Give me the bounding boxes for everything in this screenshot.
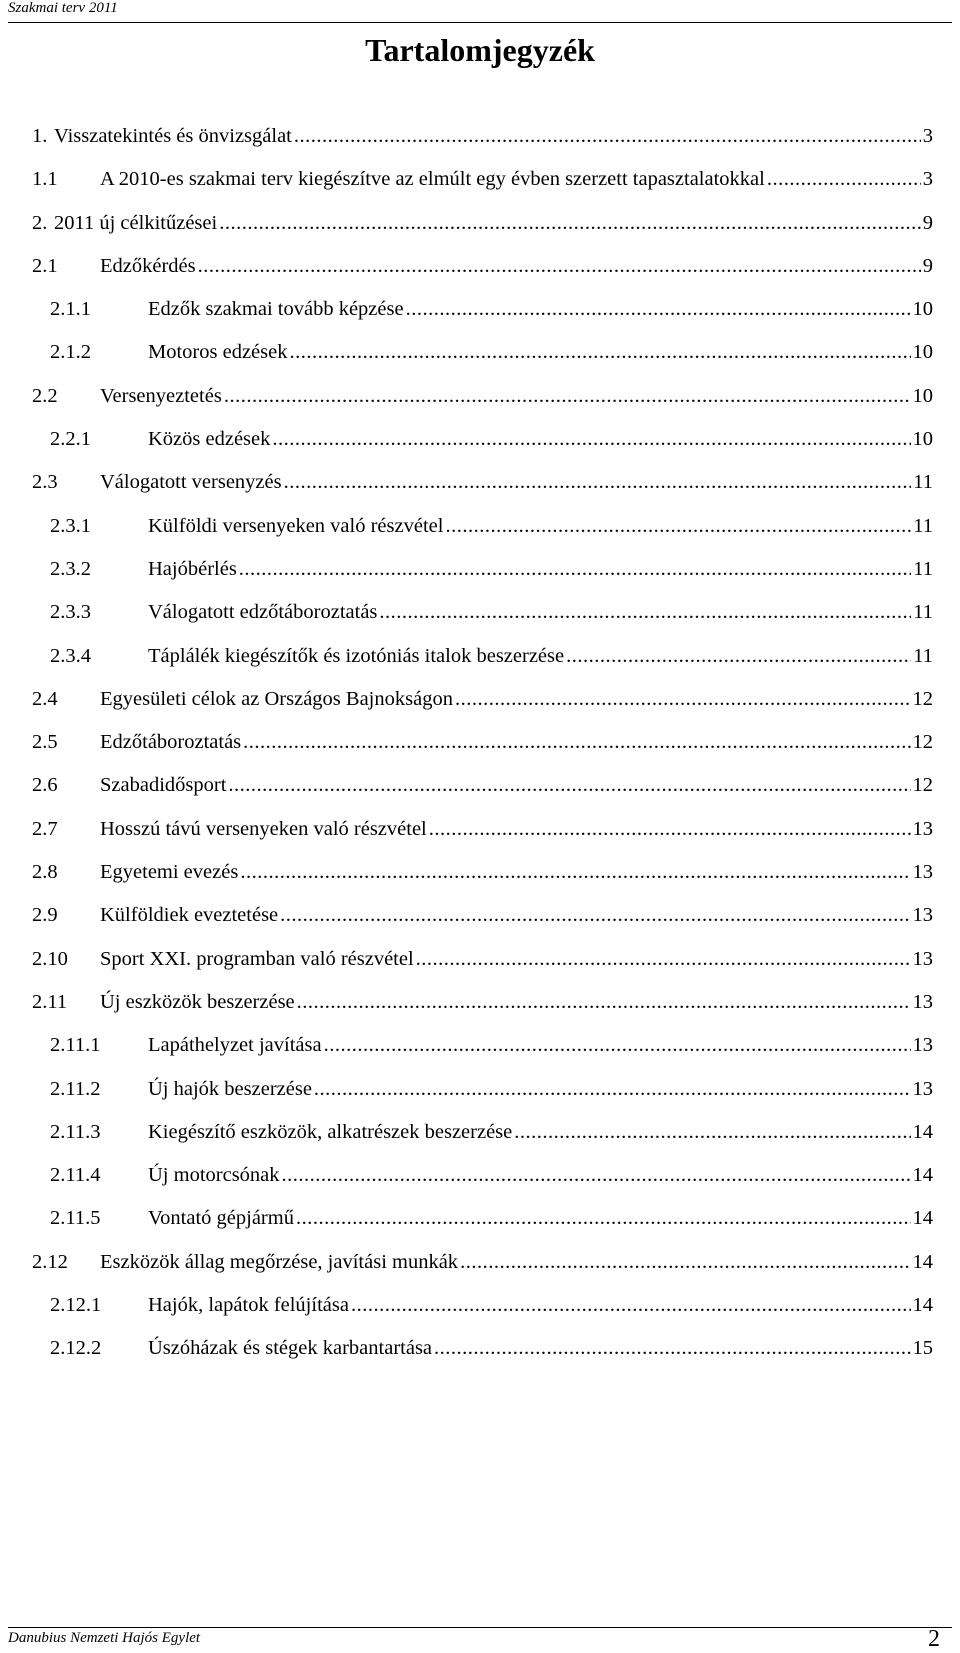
toc-entry-label: Sport XXI. programban való részvétel [100, 947, 414, 970]
toc-entry-label: Szabadidősport [100, 774, 227, 797]
toc-entry[interactable] [32, 859, 933, 902]
toc-entry-page: 13 [912, 861, 933, 884]
toc-entry-page: 13 [912, 990, 933, 1013]
toc-dot-leader [379, 599, 911, 625]
toc-dot-leader [240, 859, 910, 885]
toc-dot-leader [294, 123, 921, 149]
header-divider [8, 22, 952, 23]
toc-entry-page: 9 [922, 211, 933, 234]
toc-dot-leader [455, 686, 911, 712]
toc-entry-page: 11 [913, 514, 933, 537]
toc-entry-label: Kiegészítő eszközök, alkatrészek beszerzése [148, 1120, 513, 1143]
toc-entry-label: Külföldi versenyeken való részvétel [148, 514, 444, 537]
toc-entry-number: 1. [32, 125, 48, 147]
toc-entry[interactable] [32, 426, 933, 469]
toc-dot-leader [460, 1249, 910, 1275]
toc-entry-label: Eszközök állag megőrzése, javítási munkák [100, 1250, 459, 1273]
toc-entry-page: 14 [912, 1250, 933, 1273]
toc-entry-label: Edzőkérdés [100, 254, 196, 277]
toc-entry-label: Edzőtáboroztatás [100, 731, 242, 754]
toc-entry-page: 10 [912, 428, 933, 451]
toc-entry-label: Hosszú távú versenyeken való részvétel [100, 817, 427, 840]
toc-entry-label: Egyesületi célok az Országos Bajnokságon [100, 687, 453, 710]
toc-entry[interactable] [32, 643, 933, 686]
toc-entry[interactable] [32, 1162, 933, 1205]
toc-dot-leader [406, 296, 911, 322]
toc-dot-leader [429, 816, 911, 842]
toc-entry-number: 2.3.1 [50, 514, 91, 537]
toc-entry-page: 13 [912, 904, 933, 927]
toc-entry[interactable] [32, 599, 933, 642]
toc-entry[interactable] [32, 772, 933, 815]
toc-entry[interactable] [32, 1032, 933, 1075]
toc-entry-label: Külföldiek eveztetése [100, 904, 279, 927]
toc-entry[interactable] [32, 210, 933, 253]
toc-entry-page: 11 [913, 601, 933, 624]
toc-entry-number: 2.3.4 [50, 644, 91, 667]
toc-entry-label: Edzők szakmai tovább képzése [148, 298, 404, 321]
toc-entry-label: Vontató gépjármű [148, 1207, 294, 1230]
toc-entry[interactable] [32, 729, 933, 772]
toc-entry-number: 2.2.1 [50, 428, 91, 451]
toc-entry[interactable] [32, 296, 933, 339]
footer-divider [8, 1627, 952, 1628]
toc-entry-page: 11 [913, 471, 933, 494]
toc-entry-page: 14 [912, 1164, 933, 1187]
toc-dot-leader [284, 469, 912, 495]
toc-entry-label: Hajók, lapátok felújítása [148, 1294, 349, 1317]
toc-entry-number: 2. [32, 211, 48, 234]
table-of-contents [32, 123, 933, 1379]
toc-entry-number: 2.3.3 [50, 601, 91, 624]
toc-entry-page: 10 [912, 298, 933, 321]
toc-entry-number: 2.3 [32, 471, 58, 494]
toc-entry-number: 2.11.5 [50, 1207, 101, 1230]
toc-entry-number: 2.8 [32, 861, 58, 884]
toc-dot-leader [289, 339, 910, 365]
toc-entry-label: Új hajók beszerzése [148, 1077, 312, 1100]
toc-entry-label: Úszóházak és stégek karbantartása [148, 1337, 433, 1360]
toc-entry[interactable] [32, 946, 933, 989]
toc-entry[interactable] [32, 816, 933, 859]
toc-dot-leader [228, 772, 910, 798]
toc-entry-number: 2.9 [32, 904, 58, 927]
toc-dot-leader [243, 729, 910, 755]
toc-entry-page: 12 [912, 731, 933, 754]
toc-entry[interactable] [32, 989, 933, 1032]
toc-entry-label: Egyetemi evezés [100, 861, 239, 884]
toc-entry-label: A 2010-es szakmai terv kiegészítve az elmúlt egy évben szerzett tapasztalatokkal [100, 168, 765, 191]
toc-dot-leader [296, 1205, 911, 1231]
toc-entry-page: 10 [912, 384, 933, 407]
toc-dot-leader [198, 253, 921, 279]
toc-dot-leader [416, 946, 911, 972]
toc-entry-number: 2.6 [32, 774, 58, 797]
toc-dot-leader [445, 513, 911, 539]
toc-entry[interactable] [32, 253, 933, 296]
running-header: Szakmai terv 2011 [8, 0, 118, 16]
toc-entry[interactable] [32, 339, 933, 382]
toc-entry-page: 14 [912, 1120, 933, 1143]
toc-dot-leader [239, 556, 911, 582]
toc-dot-leader [219, 210, 921, 236]
toc-dot-leader [280, 902, 910, 928]
toc-entry-page: 12 [912, 774, 933, 797]
toc-entry-number: 2.11.4 [50, 1164, 101, 1187]
toc-entry-page: 14 [912, 1294, 933, 1317]
toc-entry-page: 13 [912, 1077, 933, 1100]
toc-entry[interactable] [32, 123, 933, 166]
toc-entry-number: 2.1 [32, 254, 58, 277]
toc-entry-page: 12 [912, 687, 933, 710]
page-title: Tartalomjegyzék [365, 32, 595, 68]
toc-dot-leader [566, 643, 911, 669]
toc-dot-leader [314, 1076, 911, 1102]
toc-dot-leader [767, 166, 921, 192]
toc-entry-page: 3 [922, 168, 933, 191]
toc-entry-label: Versenyeztetés [100, 384, 222, 407]
toc-entry-number: 2.1.2 [50, 341, 91, 364]
toc-entry-number: 2.11.2 [50, 1077, 101, 1100]
toc-entry-label: 2011 új célkitűzései [54, 211, 218, 234]
footer-organization: Danubius Nemzeti Hajós Egylet [8, 1630, 201, 1646]
toc-entry[interactable] [32, 1205, 933, 1248]
toc-entry[interactable] [32, 469, 933, 512]
toc-entry-number: 2.12 [32, 1250, 68, 1273]
toc-dot-leader [282, 1162, 911, 1188]
toc-dot-leader [224, 383, 911, 409]
toc-entry-page: 13 [912, 1034, 933, 1057]
toc-dot-leader [324, 1032, 911, 1058]
toc-entry-label: Válogatott versenyzés [100, 471, 282, 494]
toc-entry-number: 2.11 [32, 990, 68, 1013]
toc-dot-leader [514, 1119, 910, 1145]
toc-entry[interactable] [32, 556, 933, 599]
toc-entry-label: Visszatekintés és önvizsgálat [54, 125, 292, 147]
toc-entry[interactable] [32, 902, 933, 945]
toc-entry-number: 2.5 [32, 731, 58, 754]
toc-entry-number: 2.3.2 [50, 557, 91, 580]
toc-entry-page: 3 [922, 125, 933, 147]
toc-dot-leader [434, 1335, 910, 1361]
toc-entry-page: 14 [912, 1207, 933, 1230]
toc-entry-label: Új eszközök beszerzése [100, 990, 295, 1013]
toc-entry-number: 2.1.1 [50, 298, 91, 321]
toc-entry-page: 15 [912, 1337, 933, 1360]
toc-entry-page: 10 [912, 341, 933, 364]
toc-entry-number: 2.12.2 [50, 1337, 102, 1360]
toc-entry-number: 2.4 [32, 687, 58, 710]
toc-entry[interactable] [32, 513, 933, 556]
toc-entry-number: 2.11.1 [50, 1034, 101, 1057]
toc-entry-page: 11 [913, 644, 933, 667]
toc-entry-label: Közös edzések [148, 428, 271, 451]
toc-entry[interactable] [32, 1292, 933, 1335]
toc-dot-leader [272, 426, 910, 452]
toc-entry-number: 2.12.1 [50, 1294, 102, 1317]
toc-entry[interactable] [32, 1249, 933, 1292]
toc-entry-page: 13 [912, 947, 933, 970]
toc-entry-number: 2.11.3 [50, 1120, 101, 1143]
toc-entry-label: Új motorcsónak [148, 1164, 280, 1187]
toc-entry-number: 2.7 [32, 817, 58, 840]
toc-entry[interactable] [32, 686, 933, 729]
toc-entry[interactable] [32, 1076, 933, 1119]
toc-entry[interactable] [32, 1335, 933, 1378]
toc-entry[interactable] [32, 383, 933, 426]
toc-entry-page: 9 [922, 254, 933, 277]
toc-entry-page: 11 [913, 557, 933, 580]
toc-entry[interactable] [32, 1119, 933, 1162]
toc-entry-number: 2.2 [32, 384, 58, 407]
toc-entry-label: Válogatott edzőtáboroztatás [148, 601, 378, 624]
toc-entry-label: Táplálék kiegészítők és izotóniás italok beszerzése [148, 644, 565, 667]
toc-entry-label: Lapáthelyzet javítása [148, 1034, 322, 1057]
toc-entry-page: 13 [912, 817, 933, 840]
toc-dot-leader [351, 1292, 911, 1318]
toc-dot-leader [297, 989, 911, 1015]
toc-entry-label: Hajóbérlés [148, 557, 237, 580]
toc-entry[interactable] [32, 166, 933, 209]
footer-page-number: 2 [928, 1626, 940, 1652]
toc-entry-label: Motoros edzések [148, 341, 288, 364]
toc-entry-number: 1.1 [32, 168, 58, 191]
toc-entry-number: 2.10 [32, 947, 68, 970]
